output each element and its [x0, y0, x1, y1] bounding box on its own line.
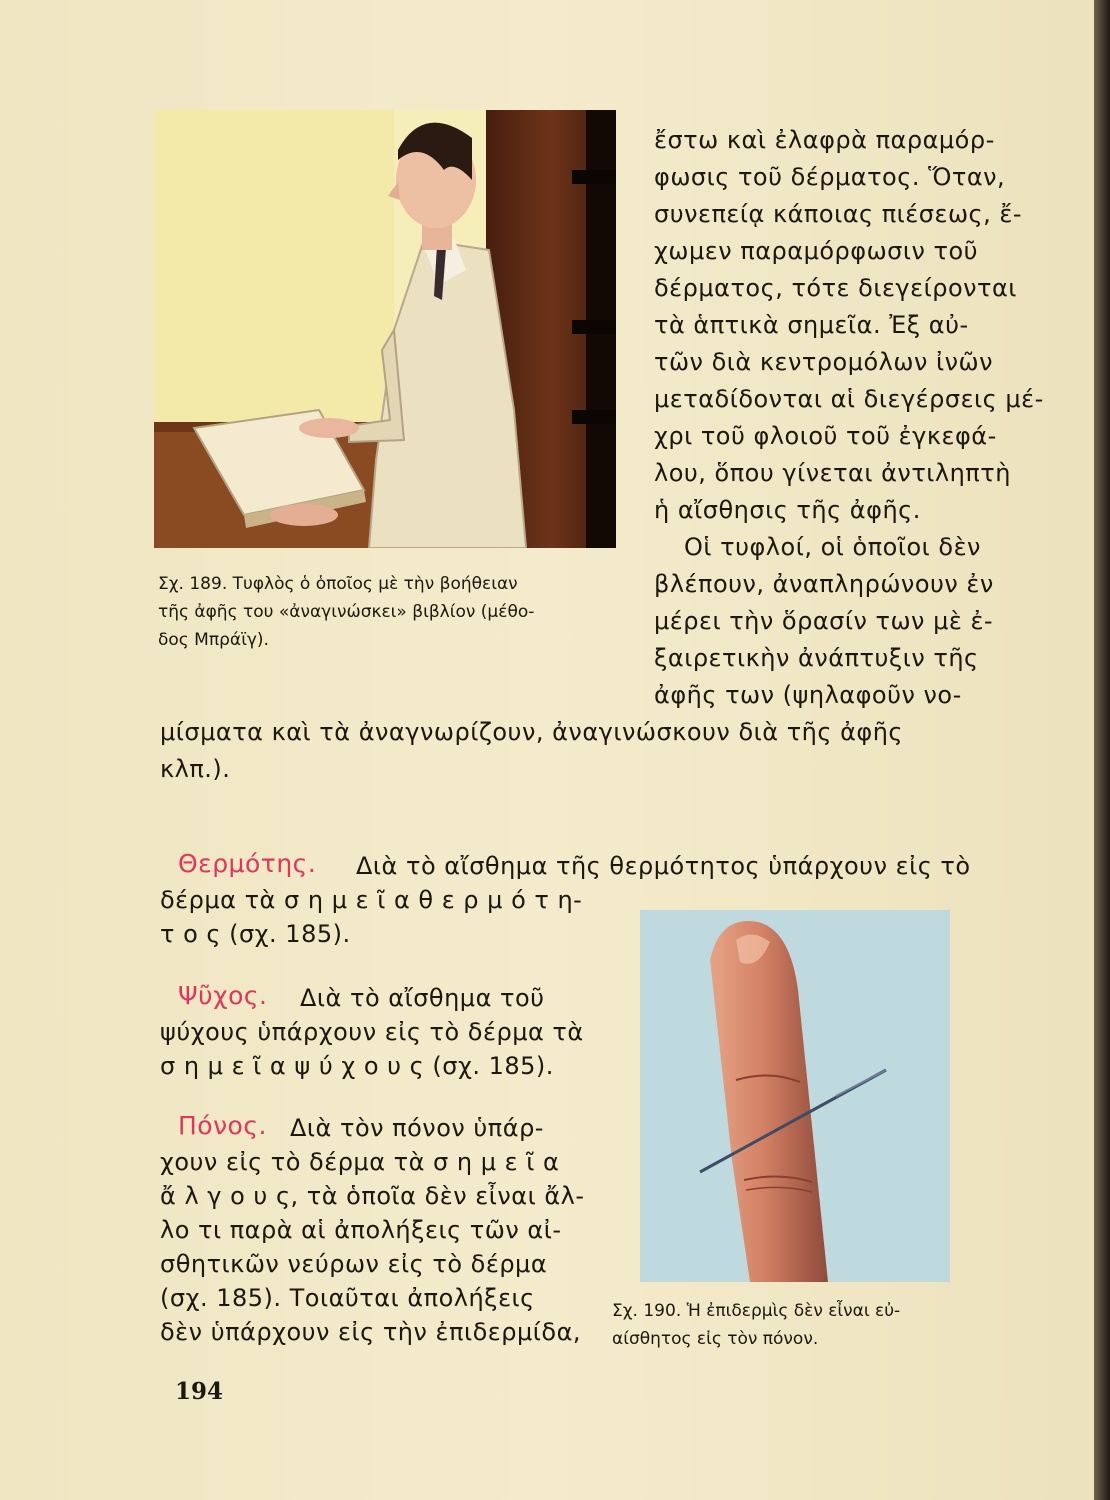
body-text-line: Διὰ τὸ αἴσθημα τοῦ — [300, 984, 545, 1012]
section-heading-ponos: Πόνος. — [178, 1111, 267, 1140]
body-text-line: χουν εἰς τὸ δέρμα τὰ σ η μ ε ῖ α — [160, 1148, 560, 1176]
body-text-line: μεταδίδονται αἱ διεγέρσεις μέ- — [654, 385, 1044, 413]
figure-189-caption-line: τῆς ἀφῆς του «ἀναγινώσκει» βιβλίον (μέθο- — [158, 602, 535, 622]
figure-190-finger-needle-illustration — [640, 910, 950, 1282]
body-text-line: ἔστω καὶ ἐλαφρὰ παραμόρ- — [654, 126, 995, 154]
body-text-line: τὰ ἁπτικὰ σημεῖα. Ἐξ αὐ- — [654, 311, 969, 339]
body-text-line: δὲν ὑπάρχουν εἰς τὴν ἐπιδερμίδα, — [160, 1318, 582, 1346]
section-heading-thermotis: Θερμότης. — [178, 849, 317, 878]
page-number: 194 — [175, 1378, 224, 1405]
body-text-line: Διὰ τὸν πόνον ὑπάρ- — [290, 1114, 544, 1142]
figure-189-blind-reader-illustration — [154, 110, 616, 548]
body-text-line: ψύχους ὑπάρχουν εἰς τὸ δέρμα τὰ — [160, 1018, 584, 1046]
body-text-line: ξαιρετικὴν ἀνάπτυξιν τῆς — [654, 644, 979, 672]
body-text-line: κλπ.). — [160, 755, 231, 783]
section-heading-psychos: Ψῦχος. — [178, 981, 268, 1010]
body-text-line: βλέπουν, ἀναπληρώνουν ἐν — [654, 570, 994, 598]
body-text-line: φωσις τοῦ δέρματος. Ὅταν, — [654, 163, 1006, 191]
body-text-line: χρι τοῦ φλοιοῦ τοῦ ἐγκεφά- — [654, 422, 997, 450]
figure-190-caption-line: αίσθητος εἰς τὸν πόνον. — [612, 1329, 819, 1349]
body-text-line: μίσματα καὶ τὰ ἀναγνωρίζουν, ἀναγινώσκουν διὰ τῆς ἀφῆς — [160, 718, 904, 746]
body-text-line: Διὰ τὸ αἴσθημα τῆς θερμότητος ὑπάρχουν εἰς τὸ — [356, 852, 971, 880]
body-text-line: δέρματος, τότε διεγείρονται — [654, 274, 1017, 302]
body-text-line: τῶν διὰ κεντρομόλων ἰνῶν — [654, 348, 994, 376]
figure-189-caption-line: Σχ. 189. Τυφλὸς ὁ ὁποῖος μὲ τὴν βοήθειαν — [158, 574, 518, 594]
body-text-line: δέρμα τὰ σ η μ ε ῖ α θ ε ρ μ ό τ η- — [160, 886, 583, 914]
body-text-line: ἄ λ γ ο υ ς, τὰ ὁποῖα δὲν εἶναι ἄλ- — [160, 1182, 585, 1210]
page-edge — [1094, 0, 1110, 1500]
body-text-line: τ ο ς (σχ. 185). — [160, 920, 351, 948]
body-text-line: συνεπείᾳ κάποιας πιέσεως, ἔ- — [654, 200, 1023, 228]
figure-190-caption-line: Σχ. 190. Ἡ ἐπιδερμὶς δὲν εἶναι εὐ- — [612, 1301, 901, 1321]
body-text-line: (σχ. 185). Τοιαῦται ἀπολήξεις — [160, 1284, 535, 1312]
body-text-line: χωμεν παραμόρφωσιν τοῦ — [654, 237, 979, 265]
body-text-line: ἀφῆς των (ψηλαφοῦν νο- — [654, 681, 962, 709]
figure-189-caption-line: δος Μπράϊγ). — [158, 630, 269, 650]
body-text-line: σ η μ ε ῖ α ψ ύ χ ο υ ς (σχ. 185). — [160, 1052, 554, 1080]
body-text-line: ἡ αἴσθησις τῆς ἀφῆς. — [654, 496, 921, 524]
body-text-line: σθητικῶν νεύρων εἰς τὸ δέρμα — [160, 1250, 548, 1278]
body-text-line: λου, ὅπου γίνεται ἀντιληπτὴ — [654, 459, 1011, 487]
body-text-line: Οἱ τυφλοί, οἱ ὁποῖοι δὲν — [684, 533, 981, 561]
body-text-line: λο τι παρὰ αἱ ἀπολήξεις τῶν αἰ- — [160, 1216, 562, 1244]
body-text-line: μέρει τὴν ὅρασίν των μὲ ἐ- — [654, 607, 994, 635]
